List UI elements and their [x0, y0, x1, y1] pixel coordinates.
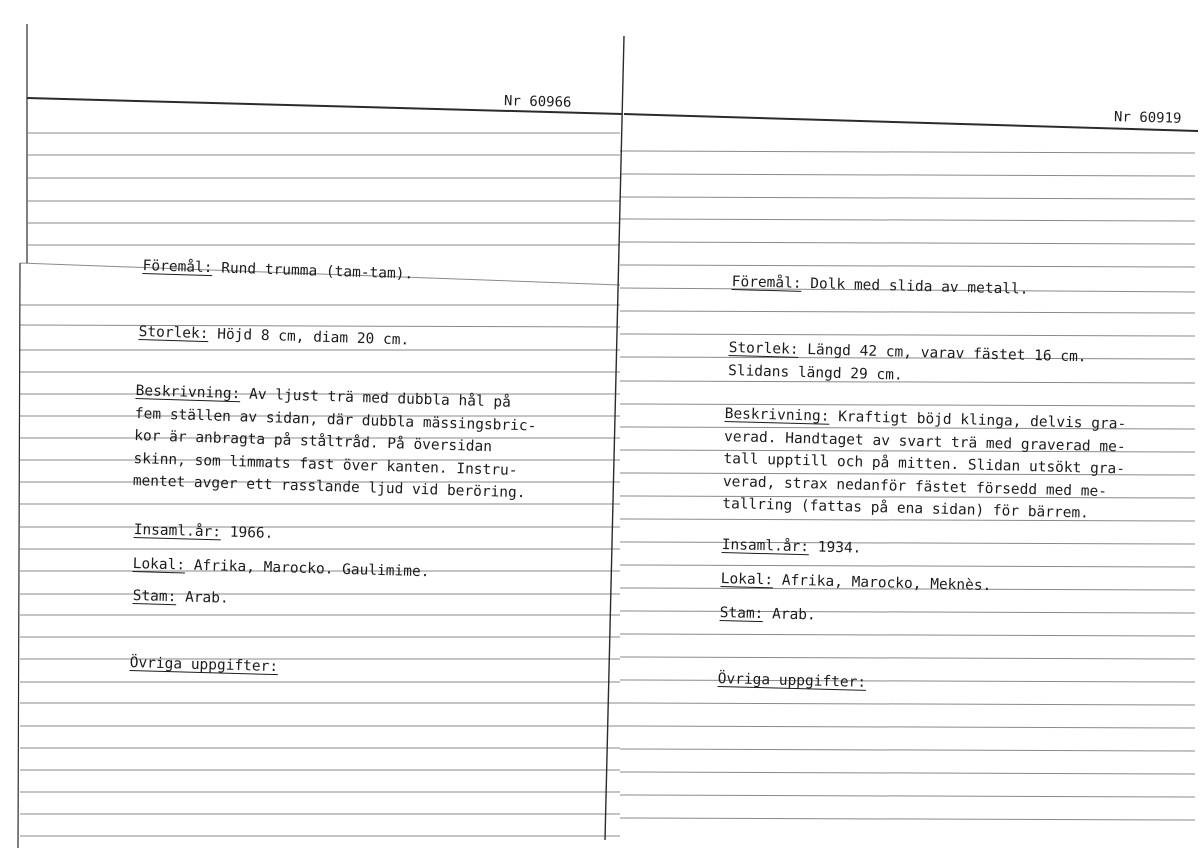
- lokal-value: Afrika, Marocko. Gaulimime.: [184, 557, 430, 581]
- ovriga-label: Övriga uppgifter:: [129, 654, 279, 676]
- storlek-label: Storlek:: [138, 323, 209, 343]
- description-line-1: Beskrivning: Kraftigt böjd klinga, delvis gra-: [724, 405, 1127, 433]
- lokal-label: Lokal:: [132, 555, 186, 574]
- insaml-label: Insaml.år:: [721, 536, 810, 556]
- right-card-number: Nr 60919: [1113, 109, 1182, 127]
- foremal-label: Föremål:: [731, 273, 802, 292]
- description-line-5: mentet avger ett rasslande ljud vid beröring.: [132, 472, 526, 502]
- left-ovriga-field: [129, 653, 278, 677]
- right-stam-field: [719, 603, 816, 626]
- insaml-label: Insaml.år:: [133, 521, 222, 541]
- left-card-number: Nr 60966: [503, 93, 572, 111]
- right-insaml-field: [721, 535, 861, 559]
- description-line-2: fem ställen av sidan, där dubbla mässingsbric-: [134, 405, 537, 435]
- stam-label: Stam:: [719, 604, 764, 623]
- description-line-4: verad, strax nedanför fästet försedd med me-: [722, 473, 1108, 500]
- lokal-label: Lokal:: [720, 570, 774, 589]
- storlek-line-2: Slidans längd 29 cm.: [727, 362, 903, 384]
- storlek-label: Storlek:: [728, 339, 799, 358]
- right-ovriga-field: [717, 669, 866, 693]
- right-storlek-field: [728, 337, 1087, 392]
- description-line-1: Beskrivning: Av ljust trä med dubbla hål på: [135, 382, 512, 411]
- insaml-value: 1966.: [220, 524, 274, 542]
- foremal-value: Rund trumma (tam-tam).: [212, 260, 414, 283]
- storlek-value: Höjd 8 cm, diam 20 cm.: [208, 326, 410, 349]
- description-line-3: kor är anbragta på ståltråd. På översidan: [133, 427, 493, 456]
- storlek-line-1: Storlek: Längd 42 cm, varav fästet 16 cm.: [728, 339, 1087, 366]
- stam-value: Arab.: [763, 606, 816, 624]
- ovriga-label: Övriga uppgifter:: [717, 670, 867, 691]
- description-line-5: tallring (fattas på ena sidan) för bärrem.: [722, 495, 1090, 522]
- description-line-4: skinn, som limmats fast över kanten. Instru-: [133, 450, 518, 479]
- insaml-value: 1934.: [808, 539, 862, 557]
- foremal-value: Dolk med slida av metall.: [801, 275, 1029, 298]
- left-stam-field: [132, 586, 229, 609]
- foremal-label: Föremål:: [142, 257, 213, 277]
- left-beskrivning-field: [132, 380, 537, 505]
- stam-label: Stam:: [132, 587, 177, 606]
- stam-value: Arab.: [176, 589, 229, 607]
- beskrivning-label: Beskrivning:: [724, 405, 830, 425]
- left-insaml-field: [133, 520, 273, 544]
- beskrivning-label: Beskrivning:: [135, 382, 241, 403]
- description-line-2: verad. Handtaget av svart trä med graverad me-: [723, 428, 1126, 455]
- lokal-value: Afrika, Marocko, Meknès.: [772, 572, 992, 595]
- description-line-3: tall upptill och på mitten. Slidan utsökt gra-: [723, 450, 1126, 478]
- right-beskrivning-field: [722, 403, 1126, 526]
